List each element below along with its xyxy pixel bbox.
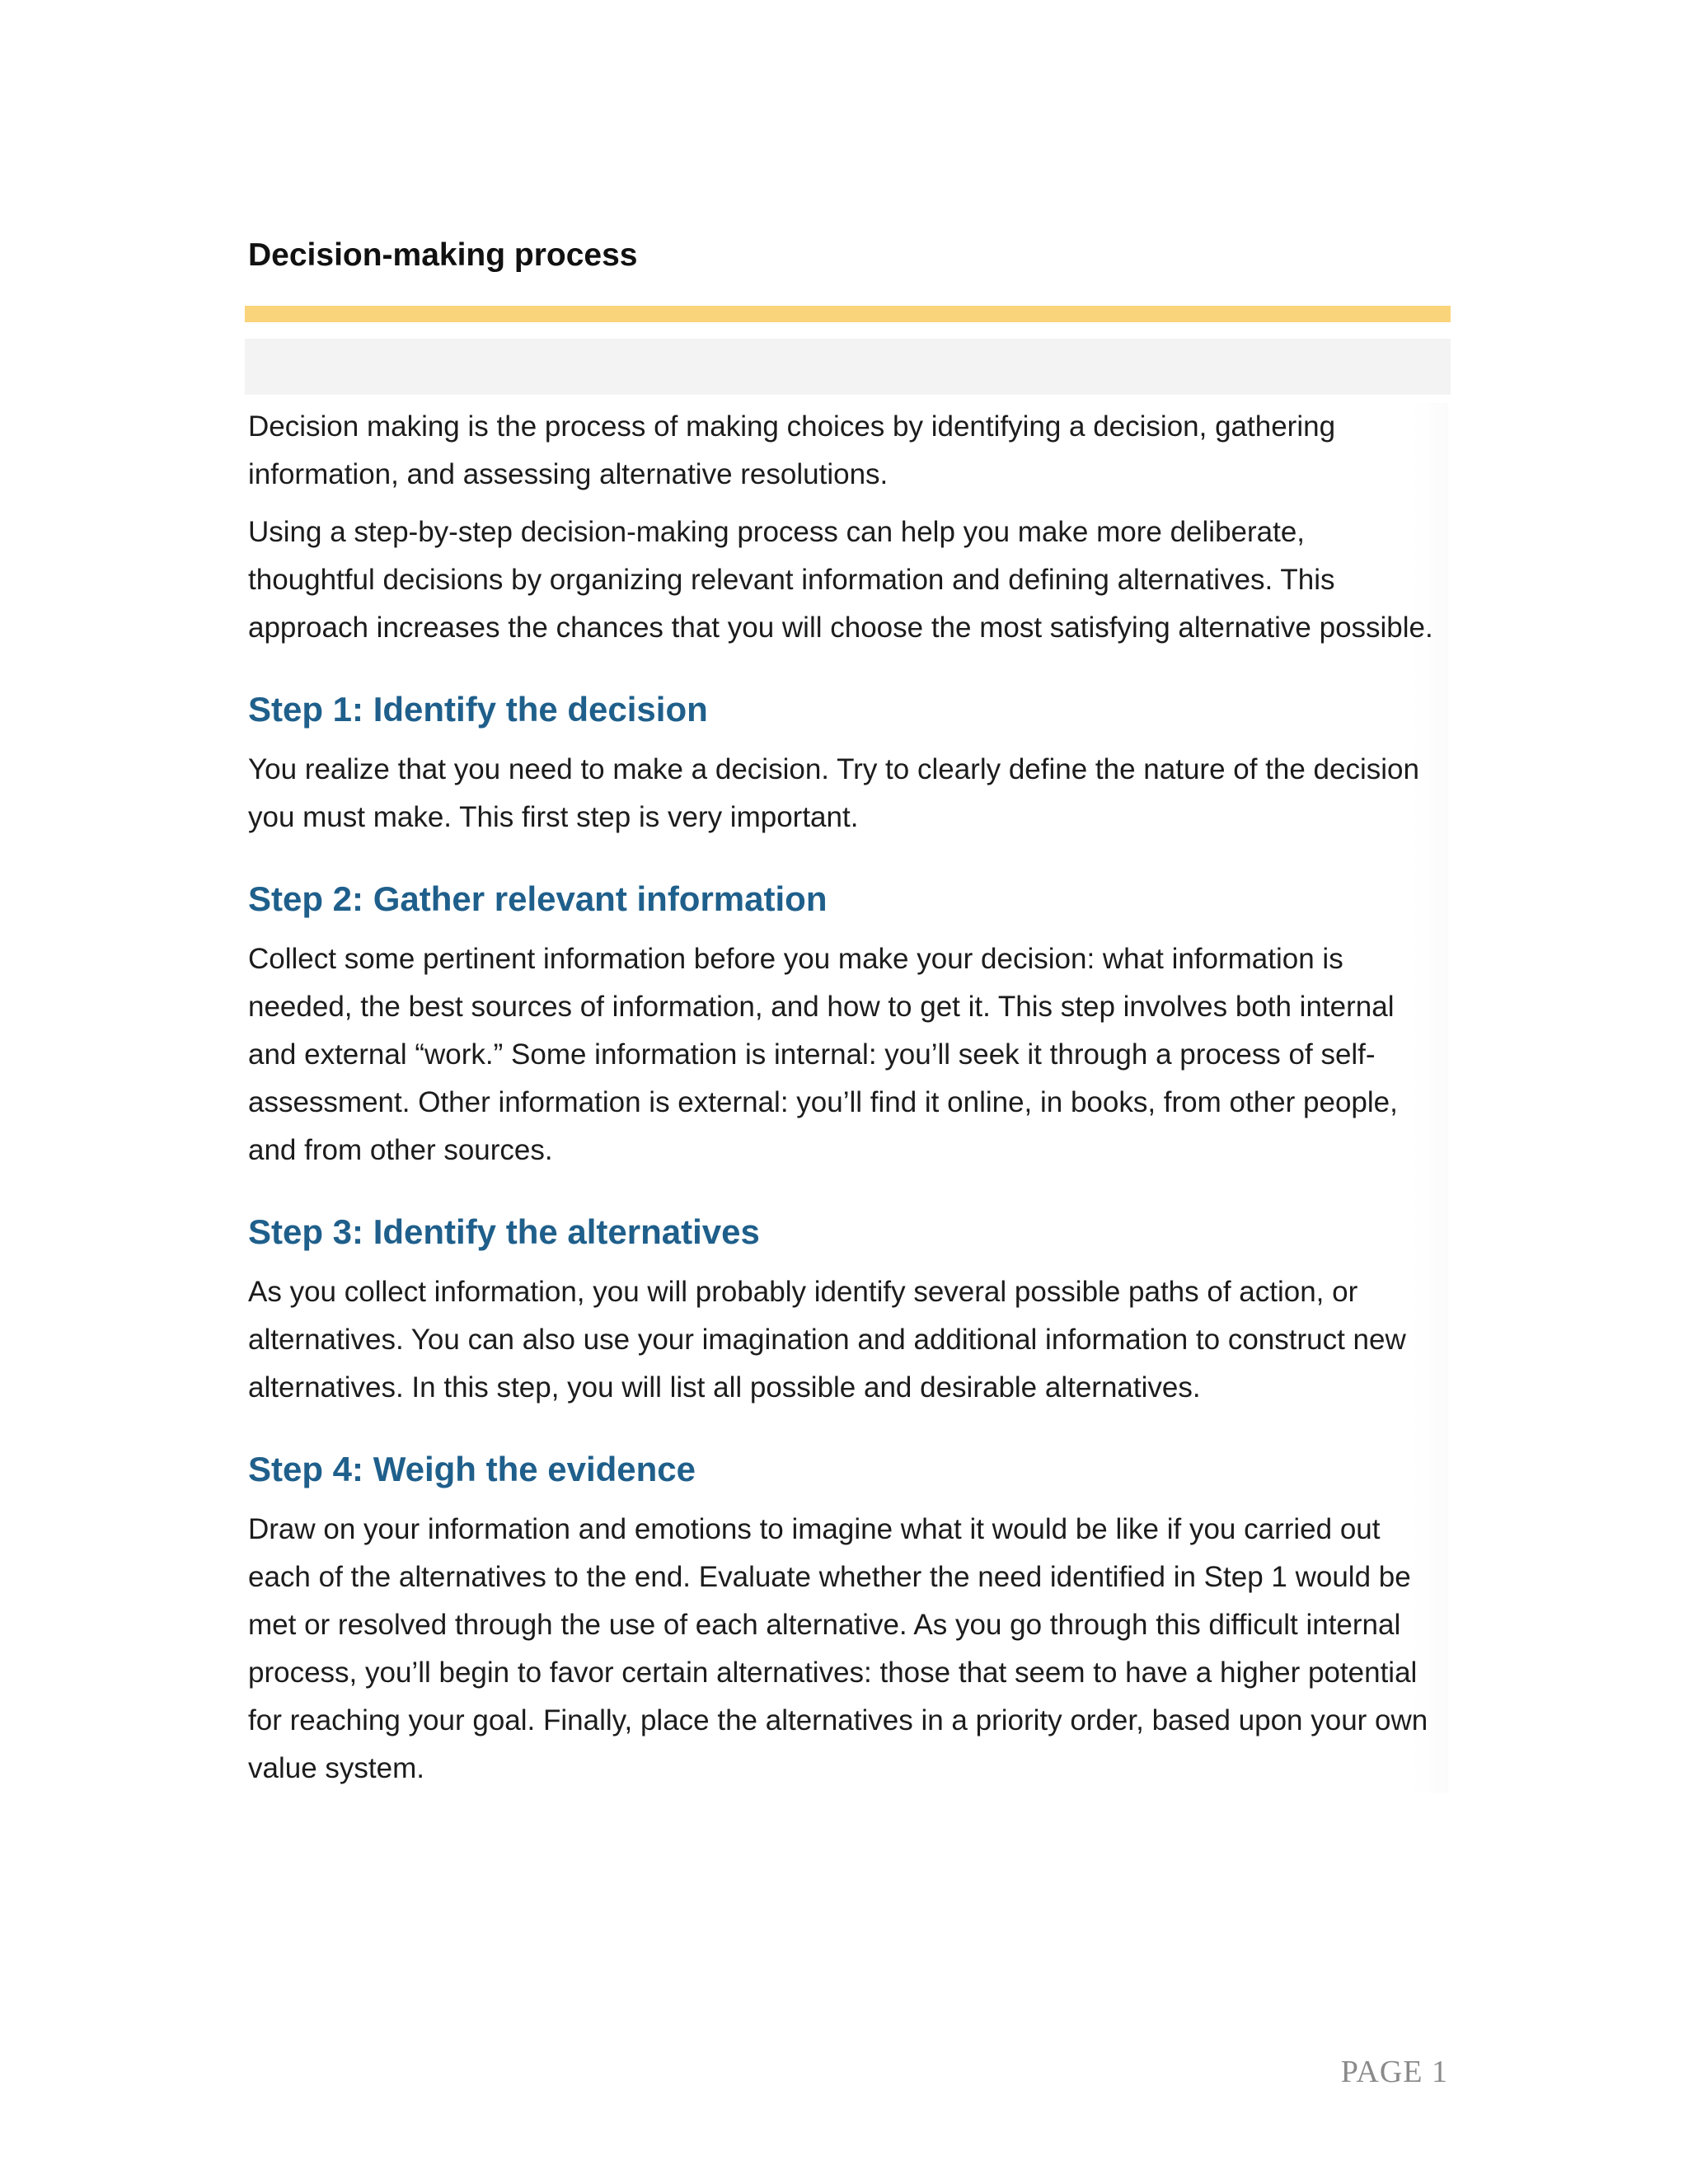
step-section-1 <box>248 685 1448 841</box>
step-heading-3: Step 3: Identify the alternatives <box>248 1212 760 1251</box>
document-body <box>245 403 1448 1793</box>
title-accent-rule <box>245 306 1451 322</box>
step-body-1: You realize that you need to make a decision. Try to clearly define the nature of the decision you must make. This first step is very important. <box>248 753 1419 833</box>
step-section-2 <box>248 874 1448 1174</box>
step-heading-4: Step 4: Weigh the evidence <box>248 1450 696 1488</box>
step-body-3: As you collect information, you will probably identify several possible paths of action, or alternatives. You can also use your imagination and additional information to construct new alternatives. In this step, you will list all possible and desirable alternatives. <box>248 1276 1406 1404</box>
step-section-3 <box>248 1207 1448 1412</box>
step-body-2: Collect some pertinent information before you make your decision: what information is needed, the best sources of information, and how to get it. This step involves both internal and external “work.” Some information is internal: you’ll seek it through a process of self-assessment. Other information is external: you’ll find it online, in books, from other people, and from other sources. <box>248 943 1398 1166</box>
step-body-4: Draw on your information and emotions to imagine what it would be like if you carried out each of the alternatives to the end. Evaluate whether the need identified in Step 1 would be met or resolved through the use of each alternative. As you go through this difficult internal process, you’ll begin to favor certain alternatives: those that seem to have a higher potential for reaching your goal. Finally, place the alternatives in a priority order, based upon your own value system. <box>248 1513 1428 1784</box>
intro-paragraph-1: Decision making is the process of making choices by identifying a decision, gathering information, and assessing alternative resolutions. <box>248 410 1336 490</box>
document-title: Decision-making process <box>248 237 638 273</box>
step-heading-2: Step 2: Gather relevant information <box>248 879 828 918</box>
intro-paragraph-2: Using a step-by-step decision-making process can help you make more deliberate, thoughtful decisions by organizing relevant information and defining alternatives. This approach increases the chances that you will choose the most satisfying alternative possible. <box>248 516 1433 644</box>
page-number-footer: PAGE 1 <box>1340 2055 1448 2089</box>
page-content <box>245 231 1448 1802</box>
step-heading-1: Step 1: Identify the decision <box>248 690 708 729</box>
header-gray-band <box>245 339 1451 395</box>
step-section-4 <box>248 1445 1448 1793</box>
